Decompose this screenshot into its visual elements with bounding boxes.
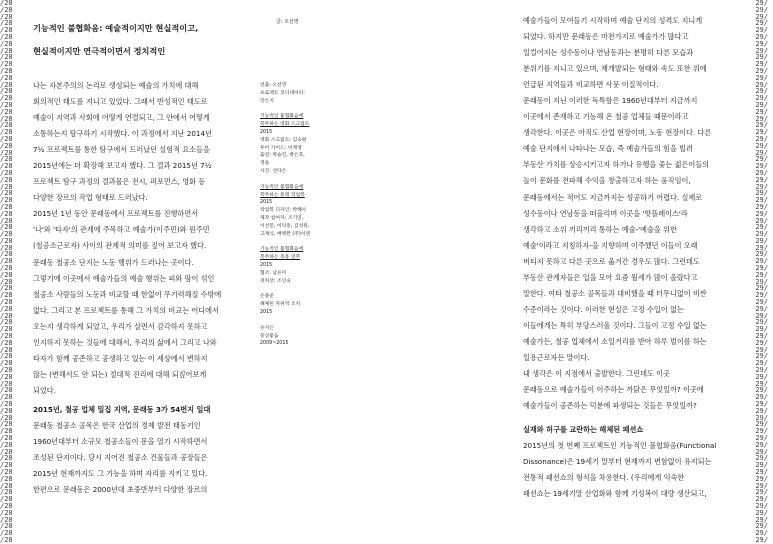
body-line: 부동산 관계자들은 입을 모아 요즘 월세가 많이 올랐다고 [523, 272, 698, 282]
page-mark: 29/ [755, 304, 768, 313]
page-mark: /28 [0, 386, 13, 395]
credit-block [260, 82, 330, 105]
page-mark: 29/ [755, 66, 768, 75]
credit-line: 2015 [260, 129, 273, 135]
page-mark: /28 [0, 420, 13, 429]
page-mark: /28 [0, 182, 13, 191]
page-mark: /28 [0, 128, 13, 137]
page-mark: /28 [0, 196, 13, 205]
credit-line: 유지은 [260, 325, 274, 331]
body-line: 2015년에는 더 확장해 보고자 했다. 그 결과 2015년 7½ [33, 161, 212, 171]
page-mark: 29/ [755, 488, 768, 497]
body-line: 예술가든, 철공 업체에서 소일거리를 받아 하루 벌이를 하는 [523, 336, 707, 346]
page-mark: 29/ [755, 495, 768, 504]
page-mark: /28 [0, 332, 13, 341]
page-mark: 29/ [755, 250, 768, 259]
page-mark: 29/ [755, 264, 768, 273]
credit-block [260, 184, 330, 239]
page-mark: 29/ [755, 100, 768, 109]
credit-line: 손종준 [260, 294, 274, 300]
right-page [384, 0, 754, 538]
right-body-section-1 [523, 13, 773, 414]
page-mark: 29/ [755, 454, 768, 463]
page-mark: /28 [0, 0, 13, 7]
body-line: 인지하지 못하는 것들에 대해서, 우리의 삶에서 그리고 나와 [33, 337, 217, 347]
page-mark: /28 [0, 277, 13, 286]
page-mark: /28 [0, 236, 13, 245]
credit-line: 연출: 오선영 [260, 83, 287, 88]
body-line: 내 생각은 이 지점에서 출발한다. 그런데도 이곳 [523, 369, 670, 379]
credit-line: 제작 참여자: 조기연, [260, 215, 304, 221]
body-line: 일컬어지는 성수동이나 연남동과는 분명히 다른 모습과 [523, 48, 693, 58]
body-line: 예술가들이 모여들기 시작하며 예술 단지의 성격도 지니게 [523, 16, 703, 25]
page-mark: 29/ [755, 515, 768, 524]
page-mark: /28 [0, 100, 13, 109]
body-line: 이곳에서 존재하고 기능해 온 철공 업체들 때문이라고 [523, 112, 689, 122]
page-mark: /28 [0, 12, 13, 21]
body-line: 프로젝트 탐구 과정의 결과물은 전시, 퍼포먼스, 영화 등 [33, 177, 206, 187]
credit-line: 강은지 [260, 98, 274, 104]
body-line: 언급된 지역들과 비교하면 사뭇 이질적이다. [523, 80, 659, 90]
page-mark: 29/ [755, 413, 768, 422]
page-mark: 29/ [755, 243, 768, 252]
body-line: 말한다. 여타 철공소 골목들과 대비했을 때 터무니없이 비싼 [523, 288, 707, 298]
body-line: 일용근로자든 말이다. [523, 352, 590, 362]
page-mark: /28 [0, 155, 13, 164]
section-heading: 실재와 허구를 교란하는 해체된 패션쇼 [523, 425, 644, 434]
page-mark: 29/ [755, 175, 768, 184]
credit-line: 영화 스크립트: 김숙현 [260, 137, 307, 143]
page-mark: /28 [0, 94, 13, 103]
page-mark: /28 [0, 359, 13, 368]
body-line: 부동산 가치를 상승시키고자 하거나 유행을 좇는 젊은이들의 [523, 160, 710, 170]
page-mark: 29/ [755, 26, 768, 35]
page-mark: /28 [0, 73, 13, 82]
page-mark: 29/ [755, 298, 768, 307]
page-mark: /28 [0, 372, 13, 381]
page-mark: 29/ [755, 535, 768, 544]
page-mark: /28 [0, 304, 13, 313]
page-mark: /28 [0, 162, 13, 171]
body-line: 생각하고 소위 끼리끼리 통하는 예술-'예술을 위한 [523, 224, 677, 234]
credit-line: 출연: 박슬진, 박은호, [260, 153, 305, 159]
page-mark: 29/ [755, 406, 768, 415]
page-mark: /28 [0, 508, 13, 517]
credit-line: 작업복 디자인: 박혜수 [260, 208, 307, 214]
page-mark: 29/ [755, 141, 768, 150]
page-mark: 29/ [755, 46, 768, 55]
body-line: 오는지 생각하게 되었고, 우리가 살면서 감각하지 못하고 [33, 321, 208, 331]
page-mark: 29/ [755, 440, 768, 449]
body-line: 회의적인 태도를 지니고 있었다. 그래서 반성적인 태도로 [33, 97, 208, 107]
page-mark: /28 [0, 366, 13, 375]
page-mark: 29/ [755, 107, 768, 116]
credit-line: 투어 가이드: 이계영 [260, 145, 302, 151]
page-mark: 29/ [755, 366, 768, 375]
title-line: 현실적이지만 연극적이면서 정치적인 [33, 46, 166, 56]
page-mark: /28 [0, 189, 13, 198]
page-mark: /28 [0, 413, 13, 422]
page-mark: 29/ [755, 467, 768, 476]
page-mark: 29/ [755, 529, 768, 538]
page-mark: /28 [0, 495, 13, 504]
body-line: (철공소근로자) 사이의 관계적 의미를 짚어 보고자 했다. [33, 241, 207, 251]
page-mark: /28 [0, 291, 13, 300]
page-mark: 29/ [755, 522, 768, 531]
page-mark: /28 [0, 46, 13, 55]
page-mark: /28 [0, 461, 13, 470]
page-mark: /28 [0, 60, 13, 69]
credits-sidebar [260, 82, 330, 356]
page-mark: /28 [0, 223, 13, 232]
page-mark: /28 [0, 39, 13, 48]
left-page [14, 0, 384, 538]
page-mark: /28 [0, 19, 13, 28]
page-mark: /28 [0, 5, 13, 14]
page-mark: /28 [0, 114, 13, 123]
body-line: 문래동 철공소 골목은 한국 산업의 경제 발전 태동기인 [33, 421, 201, 431]
page-mark: 29/ [755, 209, 768, 218]
page-mark: 29/ [755, 230, 768, 239]
page-mark: 29/ [755, 236, 768, 245]
article-title [33, 17, 273, 63]
body-line: 예술가들이 공존하는 덕분에 파생되는 것들은 무엇일까? [523, 401, 697, 411]
body-line: 없다. 그리고 본 프로젝트를 통해 그 가치의 비교는 어디에서 [33, 305, 219, 315]
credit-line: 협조: 남유미 [260, 270, 287, 276]
page-mark: 29/ [755, 19, 768, 28]
page-mark: /28 [0, 141, 13, 150]
page-mark: /28 [0, 393, 13, 402]
page-mark: /28 [0, 488, 13, 497]
page-mark: 29/ [755, 386, 768, 395]
credit-line: 퍼커션: 조인숙 [260, 278, 291, 284]
page-mark: /28 [0, 379, 13, 388]
page-mark: 29/ [755, 461, 768, 470]
credit-line: 풍상좋음 [260, 333, 279, 339]
left-body-section-2 [33, 402, 273, 498]
page-mark: 29/ [755, 434, 768, 442]
page-mark: 29/ [755, 148, 768, 157]
page-mark: /28 [0, 481, 13, 490]
body-line: 2015년 1년 동안 문래동에서 프로젝트를 진행하면서 [33, 209, 199, 219]
page-mark: /28 [0, 87, 13, 96]
page-mark: /28 [0, 257, 13, 266]
page-mark: /28 [0, 454, 13, 463]
page-mark: 29/ [755, 39, 768, 48]
credit-line: 2015 [260, 200, 273, 206]
page-mark: 29/ [755, 447, 768, 456]
page-mark: 29/ [755, 474, 768, 483]
body-line: '나'와 '타자'의 관계에 주목하고 예술가(이주민)와 원주민 [33, 225, 210, 235]
page-mark: 29/ [755, 284, 768, 293]
page-mark: 29/ [755, 12, 768, 21]
page-mark: 29/ [755, 291, 768, 300]
credit-block [260, 325, 330, 348]
page-mark: /28 [0, 284, 13, 293]
credit-line: 복무하는 즉흥 연주 [260, 255, 301, 261]
body-line: 문래동에서는 적어도 지금까지는 성공하기 어렵다. 실제로 [523, 192, 703, 202]
page-mark: /28 [0, 148, 13, 157]
page-mark: 29/ [755, 121, 768, 130]
page-mark: /28 [0, 447, 13, 456]
credit-line: 고재식, 배병완 (주)이덴 [260, 231, 311, 237]
page-mark: /28 [0, 318, 13, 327]
page-mark: /28 [0, 264, 13, 273]
credit-line: 프로젝트 코디네이터: [260, 90, 305, 96]
page-mark: 29/ [755, 216, 768, 225]
page-mark: 29/ [755, 332, 768, 341]
credit-line: 2015 [260, 262, 273, 268]
body-line: 되었다. [33, 385, 56, 395]
page-mark: 29/ [755, 87, 768, 96]
page-mark: /28 [0, 168, 13, 177]
page-mark: 29/ [755, 277, 768, 286]
page-mark: /28 [0, 107, 13, 116]
body-line: 문래동 철공소 단지는 노동 행위가 드러나는 곳이다. [33, 257, 194, 267]
body-line: 나는 자본주의의 논리로 생성되는 예술의 가치에 대해 [33, 81, 199, 90]
page-mark: /28 [0, 515, 13, 524]
page-mark: 29/ [755, 345, 768, 354]
author-byline: 글: 오선영 [276, 19, 299, 25]
page-mark: /28 [0, 400, 13, 409]
credit-line: 이선봉, 이덕흥, 김성원, [260, 223, 310, 229]
page-mark: /28 [0, 352, 13, 361]
page-mark: 29/ [755, 481, 768, 490]
page-mark: /28 [0, 250, 13, 259]
page-mark: 29/ [755, 189, 768, 198]
credit-line: 복무하는 영화 스크립트 [260, 122, 310, 128]
page-mark: /28 [0, 298, 13, 307]
credit-block [260, 293, 330, 316]
body-line: 분위기를 지니고 있으며, 재개발되는 형태와 속도 또한 위에 [523, 64, 707, 74]
page-mark: 29/ [755, 501, 768, 510]
body-line: 예술이 지역과 사회에 어떻게 연결되고, 그 안에서 어떻게 [33, 113, 210, 123]
page-mark: 29/ [755, 223, 768, 232]
page-mark: 29/ [755, 393, 768, 402]
right-body-section-2 [523, 422, 773, 502]
page-mark: /28 [0, 522, 13, 531]
page-mark: /28 [0, 434, 13, 442]
credit-line: 사진: 선다은 [260, 168, 287, 174]
body-line: 전통적 패션쇼의 형식을 차용한다. (우리에게 익숙한 [523, 473, 685, 483]
left-margin-page-marks [0, 0, 14, 544]
page-mark: 29/ [755, 162, 768, 171]
body-line: 철공소 사람들의 노동과 비교할 때 한없이 무기력해질 수밖에 [33, 289, 222, 299]
page-mark: 29/ [755, 257, 768, 266]
body-line: Dissonance)은 19세기 말부터 현재까지 변함없이 유지되는 [523, 457, 712, 467]
body-line: 한편으로 문래동은 2000년대 초중반부터 다양한 장르의 [33, 485, 208, 495]
page-mark: /28 [0, 345, 13, 354]
page-mark: 29/ [755, 80, 768, 89]
page-mark: /28 [0, 529, 13, 538]
body-line: 버티지 못하고 다른 곳으로 옮겨간 경우도 많다. 그런데도 [523, 256, 700, 266]
body-line: 다양한 장르의 작업 형태로 드러났다. [33, 193, 148, 203]
page-mark: 29/ [755, 325, 768, 334]
page-mark: /28 [0, 216, 13, 225]
page-mark: /28 [0, 80, 13, 89]
page-mark: /28 [0, 53, 13, 62]
body-line: 2015년 현재까지도 그 기능을 하며 자리를 지키고 있다. [33, 469, 208, 479]
page-mark: 29/ [755, 270, 768, 279]
page-mark: 29/ [755, 338, 768, 347]
credit-line: 해체된 자위적 조치 [260, 302, 301, 308]
body-line: 소통하는지 탐구하기 시작했다. 이 과정에서 지난 2014년 [33, 129, 212, 139]
page-mark: 29/ [755, 128, 768, 137]
page-mark: /28 [0, 121, 13, 130]
body-line: 생각한다. 이곳은 아직도 산업 현장이며, 노동 현장이다. 다른 [523, 128, 712, 138]
section-heading: 2015년, 철공 업체 밀집 지역, 문래동 3가 54번지 일대 [33, 405, 211, 414]
page-mark: /28 [0, 467, 13, 476]
credit-line: 기능적인 불협화음에 [260, 247, 304, 253]
title-line: 기능적인 불협화음: 예술적이지만 현실적이고, [33, 23, 199, 33]
credit-line: 복무하는 문래 작업복 [260, 192, 305, 198]
page-mark: /28 [0, 440, 13, 449]
page-mark: 29/ [755, 318, 768, 327]
body-line: 되었다. 하지만 문래동은 마찬가지로 예술가가 많다고 [523, 32, 689, 42]
page-mark: /28 [0, 325, 13, 334]
page-mark: 29/ [755, 359, 768, 368]
body-line: 그렇기에 이곳에서 예술가들의 예술 행위는 피와 땀이 섞인 [33, 273, 215, 283]
body-line: 놀이 문화를 전파해 수익을 창출하고자 하는 움직임이, [523, 176, 691, 186]
page-mark: 29/ [755, 202, 768, 211]
body-line: 문래동이 지닌 이러한 독특함은 1960년대부터 지금까지 [523, 96, 698, 106]
body-line: 성수동이나 연남동을 떠올리며 이곳을 '핫플레이스'라 [523, 208, 688, 218]
page-mark: /28 [0, 243, 13, 252]
page-mark: 29/ [755, 400, 768, 409]
credit-line: 기능적인 불협화음에 [260, 184, 304, 190]
page-mark: /28 [0, 202, 13, 211]
page-mark: 29/ [755, 508, 768, 517]
body-line: 이들에게는 특히 부당스러울 것이다. 그들이 고정 수입 없는 [523, 320, 707, 330]
page-mark: /28 [0, 311, 13, 320]
page-mark: 29/ [755, 5, 768, 14]
page-mark: /28 [0, 209, 13, 218]
page-mark: /28 [0, 26, 13, 35]
page-mark: /28 [0, 134, 13, 143]
page-mark: /28 [0, 175, 13, 184]
page-mark: 29/ [755, 73, 768, 82]
page-mark: /28 [0, 270, 13, 279]
body-line: 조성된 단지이다. 당시 지어진 철공소 건물들과 공장들은 [33, 453, 208, 463]
page-mark: 29/ [755, 32, 768, 41]
page-mark: /28 [0, 501, 13, 510]
page-mark: 29/ [755, 427, 768, 436]
page-mark: 29/ [755, 182, 768, 191]
page-mark: 29/ [755, 311, 768, 320]
page-mark: 29/ [755, 60, 768, 69]
page-mark: /28 [0, 338, 13, 347]
page-mark: 29/ [755, 94, 768, 103]
page-mark: 29/ [755, 352, 768, 361]
page-mark: 29/ [755, 372, 768, 381]
page-mark: /28 [0, 427, 13, 436]
body-line: 패션쇼는 19세기말 산업화와 함께 기성복이 대량 생산되고, [523, 489, 707, 499]
page-mark: 29/ [755, 155, 768, 164]
page-mark: 29/ [755, 0, 768, 7]
page-mark: 29/ [755, 420, 768, 429]
credit-line: 2015 [260, 309, 273, 315]
body-line: 1960년대부터 소규모 철공소들이 문을 열기 시작하면서 [33, 437, 208, 447]
body-line: 문래동으로 예술가들이 이주하는 까닭은 무엇일까? 이곳에 [523, 385, 704, 395]
body-line: 2015년의 첫 번째 프로젝트인 기능적인 불협화음(Functional [523, 441, 717, 451]
page-mark: 29/ [755, 134, 768, 143]
body-line: 예술'이라고 지칭하자-을 지향하며 이주했던 이들이 오래 [523, 240, 698, 250]
body-line: 예술 단지에서 나타나는 모습, 즉 예술가들의 힘을 빌려 [523, 144, 693, 154]
page-mark: /28 [0, 474, 13, 483]
page-mark: 29/ [755, 114, 768, 123]
credit-line: 정솔 [260, 161, 270, 167]
credit-line: 기능적인 불협화음에 [260, 114, 304, 120]
body-line: 7½ 프로젝트를 통한 탐구에서 드러났던 실험적 요소들을 [33, 145, 210, 155]
page-mark: 29/ [755, 168, 768, 177]
credit-line: 2009~2015 [260, 341, 289, 347]
page-mark: /28 [0, 406, 13, 415]
body-line: 타자가 함께 공존하고 공생하고 있는 이 세상에서 변하지 [33, 353, 208, 363]
page-mark: 29/ [755, 53, 768, 62]
left-body-section-1 [33, 78, 273, 399]
credit-block [260, 113, 330, 175]
page-mark: /28 [0, 32, 13, 41]
body-line: 않는 (변해서도 안 되는) 절대적 진리에 대해 되짚어보게 [33, 369, 207, 379]
credit-block [260, 246, 330, 285]
page-mark: 29/ [755, 196, 768, 205]
page-mark: 29/ [755, 379, 768, 388]
page-mark: /28 [0, 535, 13, 544]
page-mark: /28 [0, 230, 13, 239]
page-mark: /28 [0, 66, 13, 75]
body-line: 수준이라는 것이다. 이러한 현실은 고정 수입이 없는 [523, 304, 684, 314]
